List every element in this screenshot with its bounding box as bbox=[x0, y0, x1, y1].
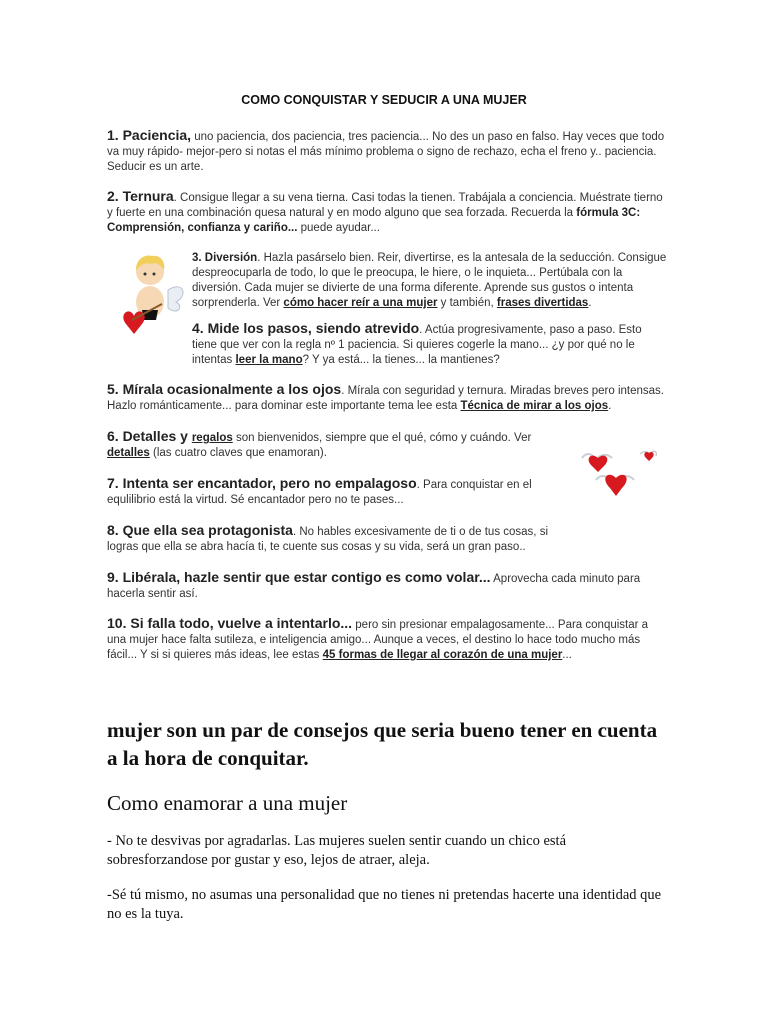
flying-hearts-illustration bbox=[578, 448, 662, 502]
link-frases-divertidas[interactable]: frases divertidas bbox=[496, 297, 589, 309]
link-tecnica-mirar-ojos[interactable]: Técnica de mirar a los ojos bbox=[460, 400, 609, 412]
tip-heading: 8. Que ella sea protagonista bbox=[107, 522, 293, 538]
tip-text: . Actúa progresivamente, paso a paso. Esto tiene que ver con la regla nº 1 paciencia. Si quieres cogerle la mano... ¿y por qué no le intentas bbox=[192, 324, 642, 366]
tip-heading: 9. Libérala, hazle sentir que estar contigo es como volar... bbox=[107, 569, 491, 585]
tip-10 bbox=[107, 616, 667, 663]
tip-text: pero sin presionar empalagosamente... Para conquistar a una mujer hace falta sutileza, e inteligencia amigo... Aunque a veces, el destino lo hace todo mucho más fácil... Y si si quieres más ideas, lee estas bbox=[107, 619, 649, 661]
cupid-illustration bbox=[112, 250, 190, 342]
tip-tail: puede ayudar... bbox=[297, 222, 380, 234]
tip-4 bbox=[192, 321, 667, 368]
paragraph-1: - No te desvivas por agradarlas. Las mujeres suelen sentir cuando un chico está sobresforzandose por gustar y eso, lejos de atraer, aleja. bbox=[107, 833, 567, 868]
tip-heading: 1. Paciencia, bbox=[107, 127, 192, 143]
tip-heading: 2. Ternura bbox=[107, 188, 174, 204]
tip-9 bbox=[107, 570, 667, 602]
tip-heading: 6. Detalles y bbox=[107, 428, 192, 444]
tip-3 bbox=[192, 251, 667, 311]
tip-heading: 5. Mírala ocasionalmente a los ojos bbox=[107, 381, 342, 397]
tip-heading: 3. Diversión bbox=[192, 252, 258, 264]
tip-text: . Para conquistar en el equlilibrio está la virtud. Sé encantador pero no te pases... bbox=[107, 479, 532, 506]
tip-2 bbox=[107, 189, 667, 236]
document-title: COMO CONQUISTAR Y SEDUCIR A UNA MUJER bbox=[241, 93, 527, 107]
tip-7 bbox=[107, 476, 567, 508]
link-leer-la-mano[interactable]: leer la mano bbox=[235, 354, 303, 366]
link-como-hacer-reir[interactable]: cómo hacer reír a una mujer bbox=[283, 297, 438, 309]
tip-6 bbox=[107, 429, 567, 461]
tip-tail: . bbox=[588, 297, 592, 309]
paragraph-2: -Sé tú mismo, no asumas una personalidad que no tienes ni pretendas hacerte una identidad que no es la tuya. bbox=[107, 887, 662, 922]
tip-text: . Hazla pasárselo bien. Reir, divertirse, es la antesala de la seducción. Consigue despreocuparla de todo, lo que le preocupa, le hiere, o le inquieta... Pertúbala con la diversión. Cada mujer se divierte de una forma diferente. Aprende sus gustos o intenta sorprenderla. Ver bbox=[192, 252, 667, 309]
tip-5 bbox=[107, 382, 667, 414]
tip-mid: y también, bbox=[437, 297, 497, 309]
tip-tail: (las cuatro claves que enamoran). bbox=[149, 447, 327, 459]
link-detalles[interactable]: detalles bbox=[107, 447, 150, 459]
tip-tail: ... bbox=[562, 649, 572, 661]
tip-heading: 7. Intenta ser encantador, pero no empalagoso bbox=[107, 475, 417, 491]
tip-tail: ? Y ya está... la tienes... la mantienes? bbox=[302, 354, 500, 366]
tip-text: . No hables excesivamente de ti o de tus cosas, si logras que ella se abra hacía ti, te cuente sus cosas y su vida, será un gran paso.. bbox=[107, 526, 549, 553]
tip-text: uno paciencia, dos paciencia, tres paciencia... No des un paso en falso. Hay veces que todo va muy rápido- mejor-pero si notas el más mínimo problema o signo de rechazo, echa el freno y.. paciencia. Seducir es un arte. bbox=[107, 131, 665, 173]
tip-text: son bienvenidos, siempre que el qué, cómo y cuándo. Ver bbox=[232, 432, 532, 444]
tip-heading: 10. Si falla todo, vuelve a intentarlo... bbox=[107, 615, 353, 631]
tip-text: . Mírala con seguridad y ternura. Miradas breves pero intensas. Hazlo románticamente... para dominar este importante tema lee esta bbox=[107, 385, 665, 412]
link-45-formas[interactable]: 45 formas de llegar al corazón de una mujer bbox=[322, 649, 563, 661]
tip-tail: . bbox=[608, 400, 612, 412]
summary-heading: mujer son un par de consejos que seria bueno tener en cuenta a la hora de conquitar. bbox=[107, 718, 658, 770]
link-regalos[interactable]: regalos bbox=[191, 432, 233, 444]
tip-bold: fórmula 3C: Comprensión, confianza y cariño... bbox=[107, 207, 641, 234]
section-title: Como enamorar a una mujer bbox=[107, 791, 348, 815]
tip-1 bbox=[107, 128, 667, 175]
tip-heading: 4. Mide los pasos, siendo atrevido bbox=[192, 320, 420, 336]
tip-text: Aprovecha cada minuto para hacerla sentir así. bbox=[107, 573, 641, 600]
tip-8 bbox=[107, 523, 567, 555]
tip-text: . Consigue llegar a su vena tierna. Casi todas la tienen. Trabájala a conciencia. Muéstrate tierno y fuerte en una combinación quesa natural y en modo alguno que sea forzada. Recuerda la bbox=[107, 192, 663, 219]
